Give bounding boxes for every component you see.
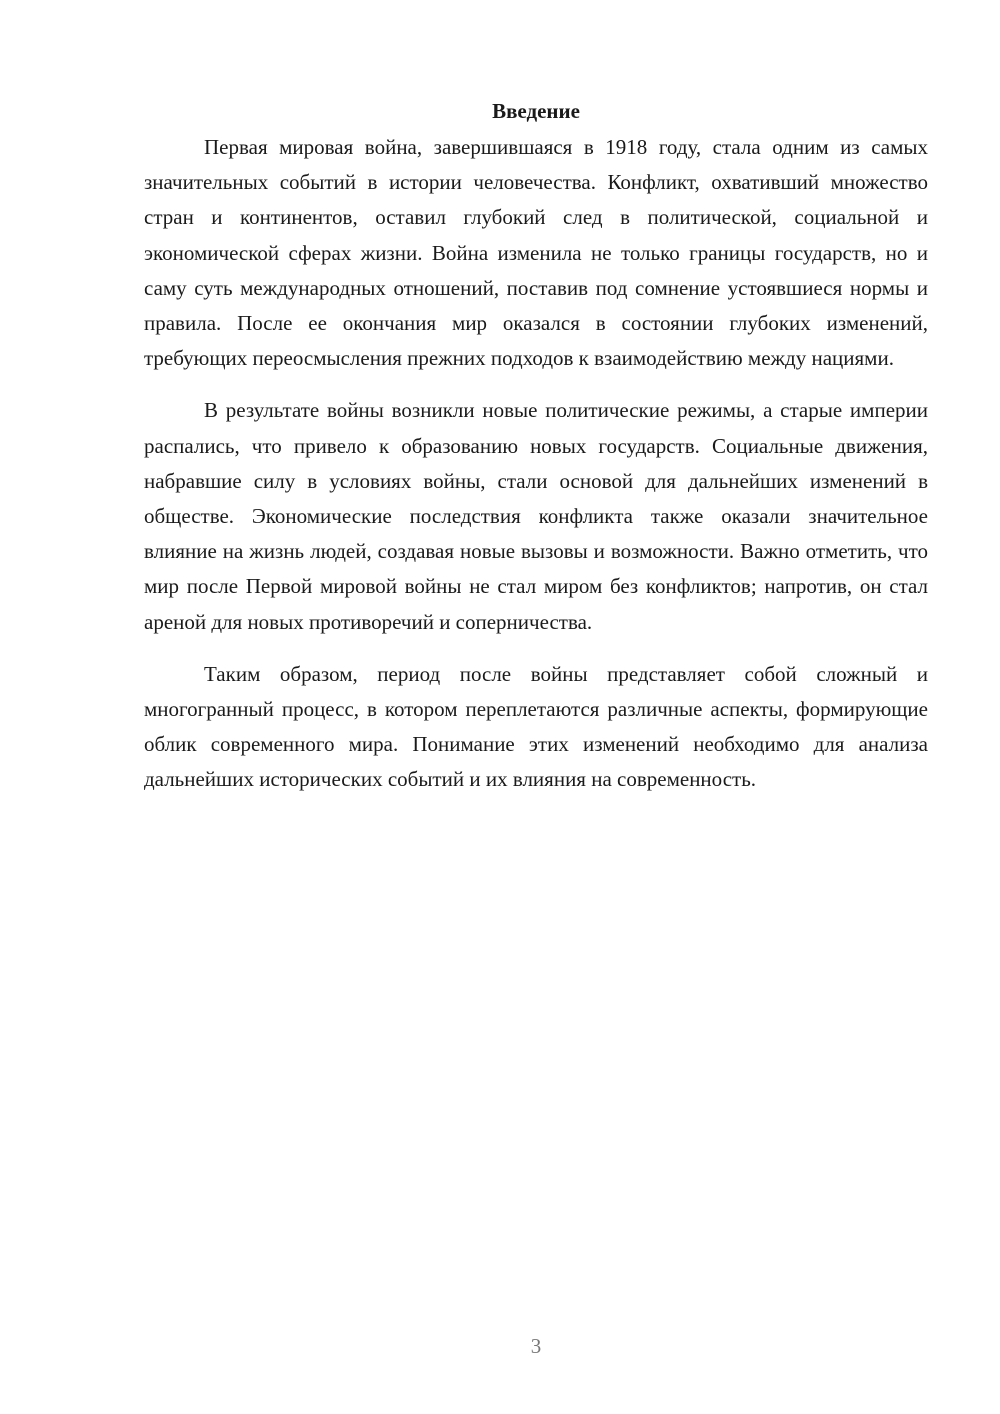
page-content	[144, 94, 928, 798]
paragraph-1: Первая мировая война, завершившаяся в 1918 году, стала одним из самых значительных событий в истории человечества. Конфликт, охвативший множество стран и континентов, оставил глубокий след в политической, социальной и экономической сферах жизни. Война изменила не только границы государств, но и саму суть международных отношений, поставив под сомнение устоявшиеся нормы и правила. После ее окончания мир оказался в состоянии глубоких изменений, требующих переосмысления прежних подходов к взаимодействию между нациями.	[144, 135, 928, 371]
section-heading: Введение	[492, 99, 580, 123]
page-number: 3	[530, 1334, 542, 1358]
paragraph-3: Таким образом, период после войны представляет собой сложный и многогранный процесс, в котором переплетаются различные аспекты, формирующие облик современного мира. Понимание этих изменений необходимо для анализа дальнейших исторических событий и их влияния на современность.	[144, 661, 928, 792]
paragraph-2: В результате войны возникли новые политические режимы, а старые империи распались, что привело к образованию новых государств. Социальные движения, набравшие силу в условиях войны, стали основой для дальнейших изменений в обществе. Экономические последствия конфликта также оказали значительное влияние на жизнь людей, создавая новые вызовы и возможности. Важно отметить, что мир после Первой мировой войны не стал миром без конфликтов; напротив, он стал ареной для новых противоречий и соперничества.	[144, 398, 928, 634]
